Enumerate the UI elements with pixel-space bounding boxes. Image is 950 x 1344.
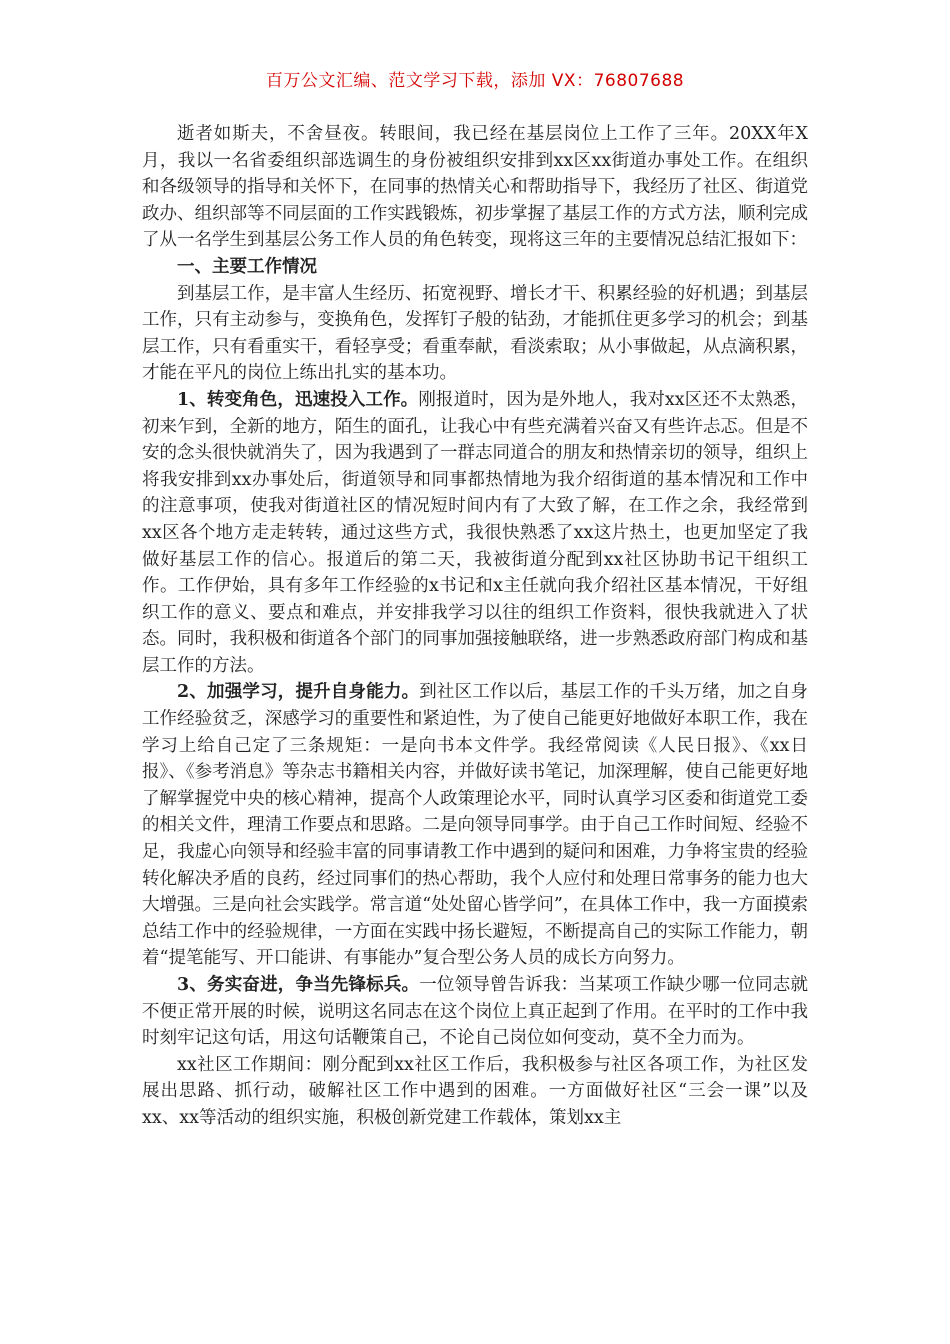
item-title-1: 1、转变角色，迅速投入工作。 (177, 389, 419, 410)
item-body-3: 一位领导曾告诉我：当某项工作缺少哪一位同志就不便正常开展的时候，说明这名同志在这个岗位上真正起到了作用。在平时的工作中我时刻牢记这句话，用这句话鞭策自己，不论自己岗位如何变动，莫不全力而为。 (142, 975, 808, 1049)
intro-paragraph: 逝者如斯夫，不舍昼夜。转眼间，我已经在基层岗位上工作了三年。20XX年X月，我以一名省委组织部选调生的身份被组织安排到xx区xx街道办事处工作。在组织和各级领导的指导和关怀下，在同事的热情关心和帮助指导下，我经历了社区、街道党政办、组织部等不同层面的工作实践锻炼，初步掌握了基层工作的方式方法，顺利完成了从一名学生到基层公务工作人员的角色转变，现将这三年的主要情况总结汇报如下： (142, 124, 808, 251)
section-body-paragraph: 到基层工作，是丰富人生经历、拓宽视野、增长才干、积累经验的好机遇；到基层工作，只有主动参与，变换角色，发挥钉子般的钻劲，才能抓住更多学习的机会；到基层工作，只有看重实干，看轻享受；看重奉献，看淡索取；从小事做起，从点滴积累，才能在平凡的岗位上练出扎实的基本功。 (142, 283, 808, 384)
item-body-2: 到社区工作以后，基层工作的千头万绪，加之自身工作经验贫乏，深感学习的重要性和紧迫性，为了使自己能更好地做好本职工作，我在学习上给自己定了三条规矩：一是向书本文件学。我经常阅读《人民日报》、《xx日报》、《参考消息》等杂志书籍相关内容，并做好读书笔记，加深理解，使自己能更好地了解掌握党中央的核心精神，提高个人政策理论水平，同时认真学习区委和街道党工委的相关文件，理清工作要点和思路。二是向领导同事学。由于自己工作时间短、经验不足，我虚心向领导和经验丰富的同事请教工作中遇到的疑问和困难，力争将宝贵的经验转化解决矛盾的良药，经过同事们的热心帮助，我个人应付和处理日常事务的能力也大大增强。三是向社会实践学。常言道“处处留心皆学问”，在具体工作中，我一方面摸索总结工作中的经验规律，一方面在实践中扬长避短，不断提高自己的实际工作能力，朝着“提笔能写、开口能讲、有事能办”复合型公务人员的成长方向努力。 (142, 682, 808, 969)
community-paragraph: xx社区工作期间：刚分配到xx社区工作后，我积极参与社区各项工作，为社区发展出思路、抓行动，破解社区工作中遇到的困难。一方面做好社区“三会一课”以及xx、xx等活动的组织实施，积极创新党建工作载体，策划xx主 (142, 1054, 808, 1128)
document-body (142, 121, 808, 1132)
item-paragraph-1 (142, 387, 808, 680)
item-paragraph-3 (142, 972, 808, 1052)
item-title-3: 3、务实奋进，争当先锋标兵。 (177, 975, 420, 995)
watermark-header: 百万公文汇编、范文学习下载，添加 VX：76807688 (265, 71, 685, 91)
item-body-1: 刚报道时，因为是外地人，我对xx区还不太熟悉，初来乍到，全新的地方，陌生的面孔，让我心中有些充满着兴奋又有些许忐忑。但是不安的念头很快就消失了，因为我遇到了一群志同道合的朋友和热情亲切的领导，组织上将我安排到xx办事处后，街道领导和同事都热情地为我介绍街道的基本情况和工作中的注意事项，使我对街道社区的情况短时间内有了大致了解，在工作之余，我经常到xx区各个地方走走转转，通过这些方式，我很快熟悉了xx这片热土，也更加坚定了我做好基层工作的信心。报道后的第二天，我被街道分配到xx社区协助书记干组织工作。工作伊始，具有多年工作经验的x书记和x主任就向我介绍社区基本情况，干好组织工作的意义、要点和难点，并安排我学习以往的组织工作资料，很快我就进入了状态。同时，我积极和街道各个部门的同事加强接触联络，进一步熟悉政府部门构成和基层工作的方法。 (142, 389, 808, 676)
section-heading: 一、主要工作情况 (177, 256, 317, 277)
item-paragraph-2 (142, 679, 808, 972)
item-title-2: 2、加强学习，提升自身能力。 (177, 682, 420, 703)
